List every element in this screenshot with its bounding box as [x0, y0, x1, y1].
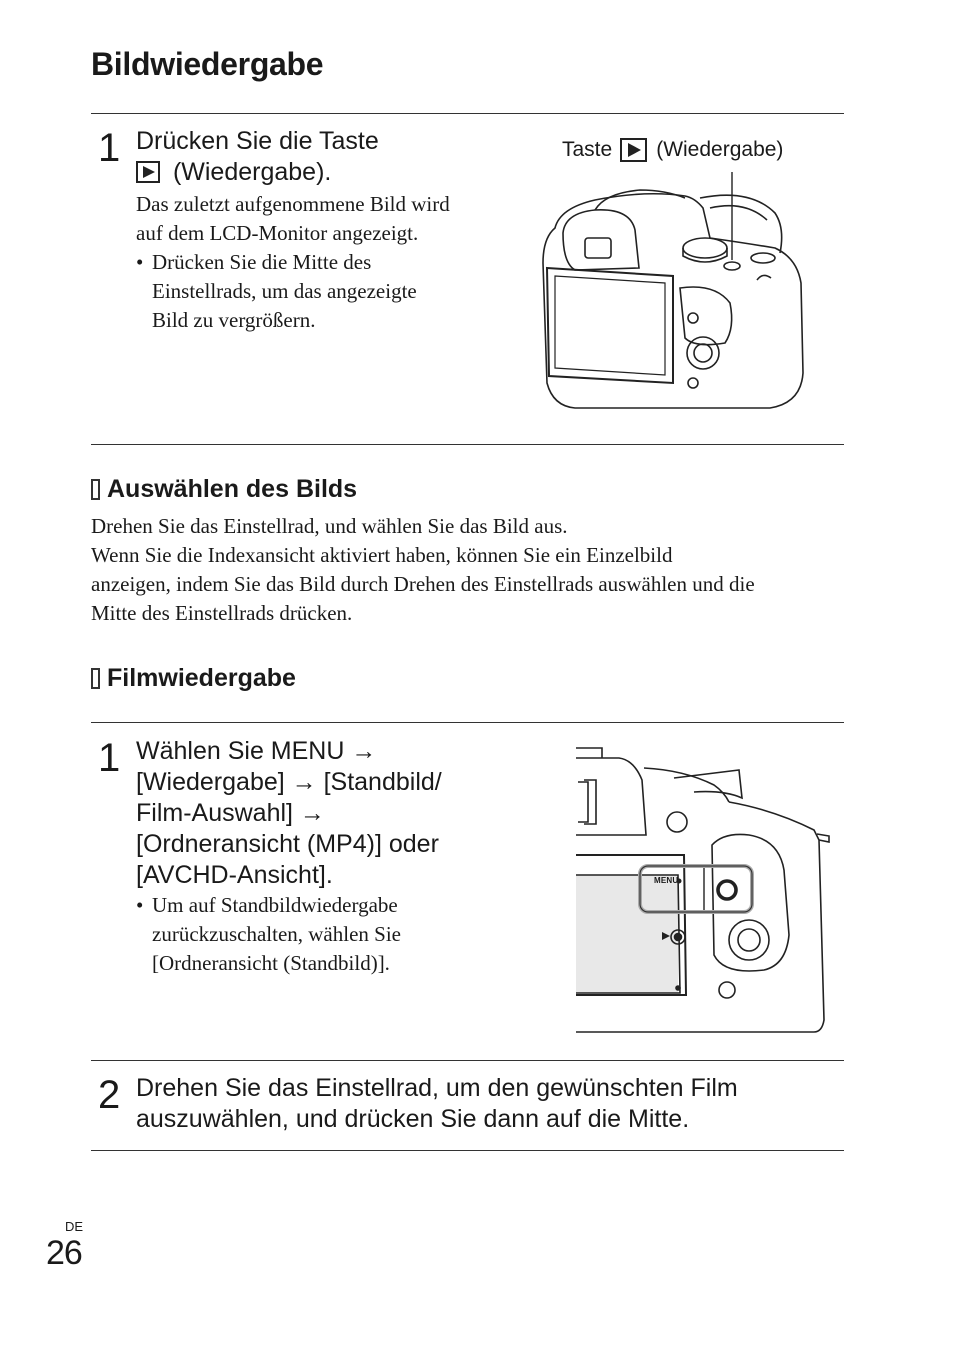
divider [91, 1150, 844, 1151]
step-heading-line: [AVCHD-Ansicht]. [136, 861, 333, 889]
section-heading [91, 475, 357, 504]
bullet-item [136, 248, 516, 335]
body-line: anzeigen, indem Sie das Bild durch Drehen des Einstellrads auswählen und die [91, 572, 755, 596]
body-line: Wenn Sie die Indexansicht aktiviert haben, können Sie ein Einzelbild [91, 543, 673, 567]
step-heading-line: Film-Auswahl] → [136, 799, 325, 827]
section-marker-icon [91, 668, 100, 689]
step-heading-text: (Wiedergabe). [172, 158, 332, 186]
bullet-text: Um auf Standbildwiedergabe zurückzuschalten, wählen Sie [Ordneransicht (Standbild)]. [152, 893, 401, 975]
section-marker-icon [91, 479, 100, 500]
bullet-item [136, 891, 516, 978]
bullet-dot: • [136, 893, 144, 917]
step-heading-line [136, 157, 379, 188]
bullet-dot: • [136, 250, 144, 274]
callout-label [562, 138, 783, 162]
step-number: 1 [98, 126, 121, 170]
step-description [136, 190, 516, 335]
bullet-text: Drücken Sie die Mitte des Einstellrads, um das angezeigte Bild zu vergrößern. [152, 250, 417, 332]
step-number: 1 [98, 736, 121, 780]
callout-suffix: (Wiedergabe) [656, 138, 784, 161]
body-line: Mitte des Einstellrads drücken. [91, 601, 353, 625]
step-heading [136, 736, 516, 891]
step-bullet [136, 891, 516, 978]
callout-prefix: Taste [562, 138, 613, 161]
divider [91, 113, 844, 114]
play-button-icon [620, 138, 647, 162]
section-heading-text: Filmwiedergabe [107, 664, 296, 692]
step-heading [136, 126, 379, 188]
divider [91, 722, 844, 723]
step-number: 2 [98, 1073, 121, 1117]
step-heading-line: Drücken Sie die Taste [136, 127, 379, 155]
section-body [91, 512, 851, 628]
step-heading-line: Wählen Sie MENU → [136, 737, 377, 765]
menu-button-label: MENU [654, 876, 679, 885]
page-number: 26 [46, 1234, 82, 1272]
body-line: Drehen Sie das Einstellrad, und wählen Sie das Bild aus. [91, 514, 568, 538]
section-heading [91, 664, 296, 693]
step-heading [136, 1073, 836, 1135]
camera-closeup-illustration [574, 740, 836, 1035]
step-heading-line: Drehen Sie das Einstellrad, um den gewünschten Film [136, 1074, 738, 1102]
section-heading-text: Auswählen des Bilds [107, 475, 358, 503]
step-heading-line: [Wiedergabe] → [Standbild/ [136, 768, 442, 796]
body-line: Das zuletzt aufgenommene Bild wird [136, 192, 450, 216]
page-title: Bildwiedergabe [91, 46, 324, 82]
camera-rear-illustration [535, 168, 805, 413]
body-line: auf dem LCD-Monitor angezeigt. [136, 221, 419, 245]
step-heading-line: [Ordneransicht (MP4)] oder [136, 830, 439, 858]
play-button-icon [136, 161, 160, 183]
divider [91, 1060, 844, 1061]
step-heading-line: auszuwählen, und drücken Sie dann auf die Mitte. [136, 1105, 690, 1133]
divider [91, 444, 844, 445]
page-lang: DE [65, 1219, 84, 1234]
